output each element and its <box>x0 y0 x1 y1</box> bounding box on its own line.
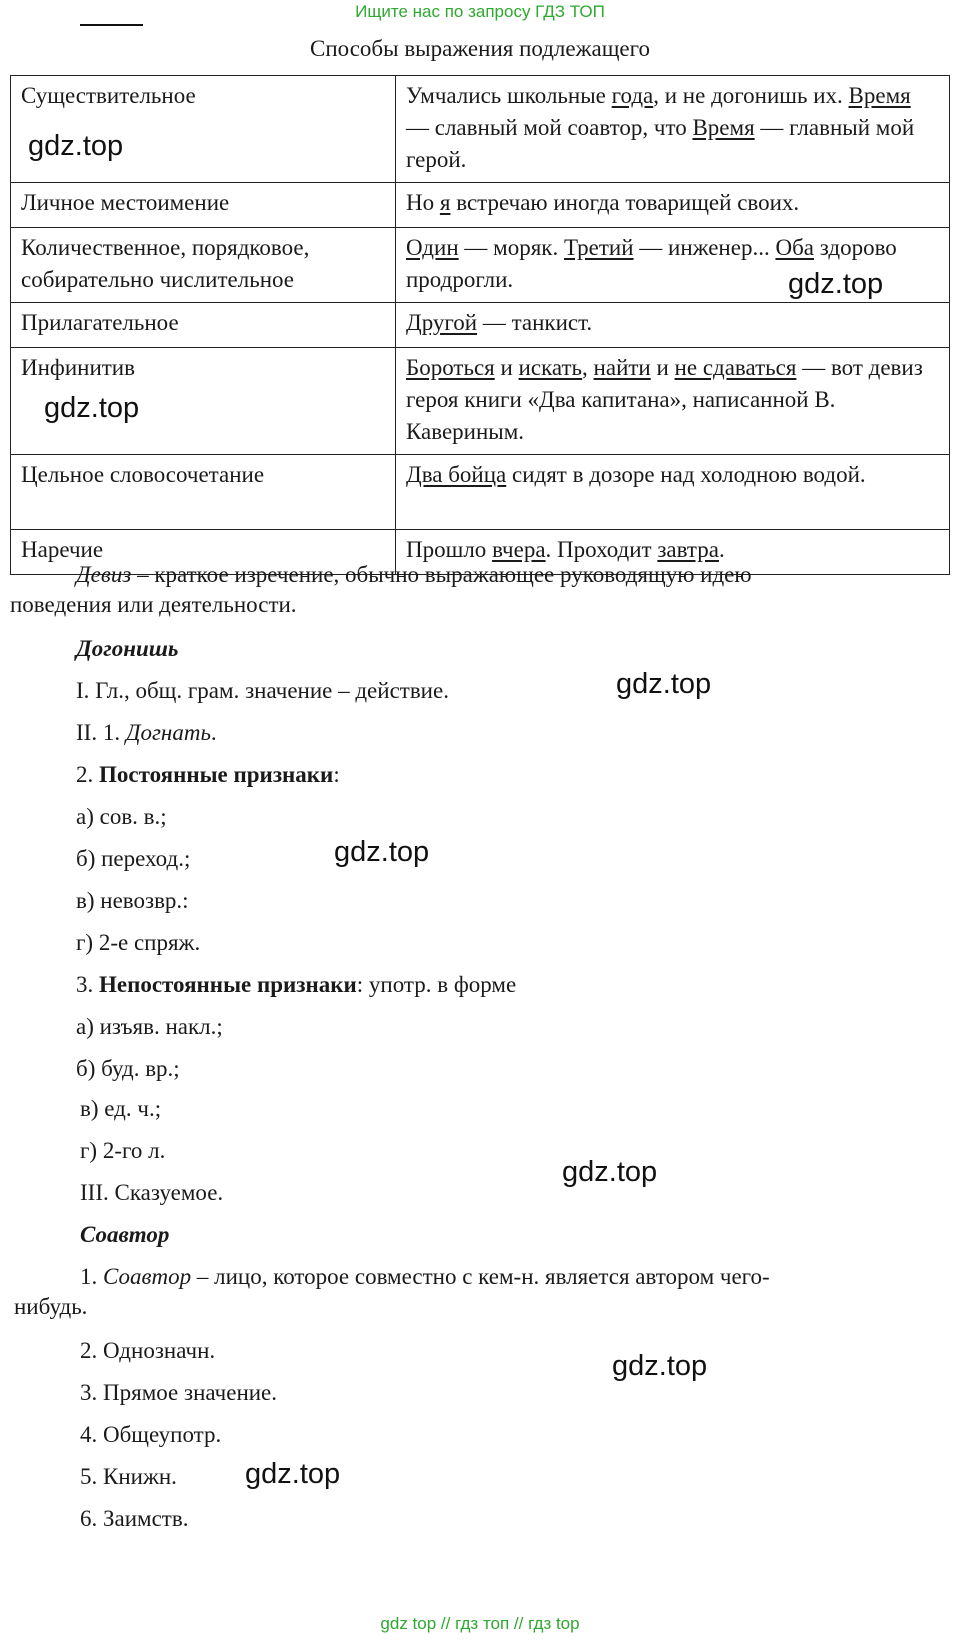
word1-feature-g: г) 2-е спряж. <box>76 930 201 955</box>
word1-variable-rest: : употр. в форме <box>356 972 517 997</box>
word1-variable-v: в) ед. ч.; <box>80 1096 162 1121</box>
example-text: , и не догонишь их. <box>653 83 849 108</box>
word2-definition-cont: нибудь. <box>14 1294 88 1319</box>
subject-word: Бороться <box>406 355 495 380</box>
word2-item-6: 6. Заимств. <box>80 1506 189 1531</box>
subject-word: Оба <box>775 235 814 260</box>
subject-word: Другой <box>406 310 478 335</box>
example-text: встречаю иногда товарищей своих. <box>450 190 800 215</box>
example-text: . <box>718 537 725 562</box>
subject-word: не сдаваться <box>674 355 797 380</box>
example-text: и <box>494 355 519 380</box>
word2-definition-word: Соавтор <box>103 1264 192 1289</box>
example-text: — танкист. <box>477 310 593 335</box>
subject-expression-table <box>10 75 950 575</box>
cell-subject-kind: Инфинитив <box>11 348 396 455</box>
example-text: Прошло <box>406 537 493 562</box>
subject-word: Время <box>848 83 911 108</box>
table-row <box>11 348 950 455</box>
cell-subject-kind: Прилагательное <box>11 303 396 348</box>
watermark: gdz.top <box>616 668 712 700</box>
cell-subject-kind: Личное местоимение <box>11 183 396 228</box>
example-text: сидят в дозоре над холодною водой. <box>506 462 866 487</box>
table-title: Способы выражения подлежащего <box>309 36 650 61</box>
subject-word: Два бойца <box>406 462 507 487</box>
word1-feature-a: а) сов. в.; <box>76 804 167 829</box>
word1-constant-label: Постоянные признаки <box>99 762 334 787</box>
table-row <box>11 455 950 530</box>
cell-example <box>396 76 950 183</box>
example-text: — инженер... <box>633 235 776 260</box>
watermark: gdz.top <box>245 1458 341 1490</box>
word2-item-3: 3. Прямое значение. <box>80 1380 278 1405</box>
watermark: gdz.top <box>28 130 124 162</box>
table-row <box>11 183 950 228</box>
subject-word: года <box>611 83 654 108</box>
word2-item-4: 4. Общеупотр. <box>80 1422 222 1447</box>
example-text: Но <box>406 190 440 215</box>
cell-subject-kind: Наречие <box>11 530 396 575</box>
word1-variable-g: г) 2-го л. <box>80 1138 166 1163</box>
word1-variable-label: Непостоянные признаки <box>99 972 357 997</box>
word1-syntactic-role: III. Сказуемое. <box>80 1180 224 1205</box>
example-text: — моряк. <box>458 235 564 260</box>
word1-initial-form-word: Догнать <box>125 720 211 745</box>
table-row <box>11 303 950 348</box>
watermark: gdz.top <box>44 392 140 424</box>
word2-definition-num: 1. <box>80 1264 103 1289</box>
deviz-line-1 <box>76 562 752 588</box>
subject-word: Время <box>692 115 755 140</box>
example-text: . Проходит <box>545 537 658 562</box>
word1-feature-b: б) переход.; <box>76 846 191 871</box>
example-text: Умчались школьные <box>406 83 612 108</box>
word1-part-of-speech: I. Гл., общ. грам. значение – действие. <box>76 678 449 703</box>
deviz-text: – краткое изречение, обычно выражающее руководящую идею <box>131 562 752 587</box>
header-dash <box>80 24 143 26</box>
word1-initial-form-num: II. 1. <box>76 720 126 745</box>
example-text: — главный мой герой. <box>406 115 915 172</box>
word2-definition-text: – лицо, которое совместно с кем-н. является автором чего- <box>191 1264 770 1289</box>
word2-heading: Соавтор <box>80 1222 170 1247</box>
table-row <box>11 76 950 183</box>
word1-feature-v: в) невозвр.: <box>76 888 189 913</box>
watermark: gdz.top <box>334 836 430 868</box>
subject-word: завтра <box>657 537 719 562</box>
example-text: , <box>582 355 594 380</box>
deviz-term: Девиз <box>76 562 132 587</box>
deviz-line-2: поведения или деятельности. <box>10 592 297 617</box>
footer-links[interactable]: gdz top // гдз топ // гдз top <box>380 1614 580 1633</box>
watermark: gdz.top <box>612 1350 708 1382</box>
subject-word: искать <box>518 355 583 380</box>
word2-definition <box>80 1264 770 1290</box>
word1-variable-b: б) буд. вр.; <box>76 1056 180 1081</box>
example-text: — вот девиз героя книги «Два капитана», написанной В. Кавериным. <box>406 355 923 444</box>
word1-constant-num: 2. <box>76 762 99 787</box>
cell-subject-kind: Цельное словосочетание <box>11 455 396 530</box>
cell-subject-kind: Количественное, порядковое, собирательно числительное <box>11 228 396 303</box>
cell-example <box>396 183 950 228</box>
cell-example <box>396 455 950 530</box>
example-text: здорово продрогли. <box>406 235 897 292</box>
example-text: — славный мой соавтор, что <box>406 115 693 140</box>
word1-heading: Догонишь <box>76 636 179 661</box>
word1-variable-features-title <box>76 972 516 998</box>
word1-initial-form-dot: . <box>210 720 217 745</box>
top-banner[interactable]: Ищите нас по запросу ГДЗ ТОП <box>355 2 605 21</box>
subject-word: Один <box>406 235 459 260</box>
subject-word: я <box>439 190 451 215</box>
watermark: gdz.top <box>562 1156 658 1188</box>
word2-item-5: 5. Книжн. <box>80 1464 177 1489</box>
word1-constant-features-title <box>76 762 340 788</box>
word1-variable-a: а) изъяв. накл.; <box>76 1014 223 1039</box>
example-text: и <box>650 355 675 380</box>
cell-example <box>396 303 950 348</box>
subject-word: Третий <box>563 235 634 260</box>
word1-initial-form <box>76 720 217 746</box>
subject-word: вчера <box>492 537 546 562</box>
subject-word: найти <box>593 355 651 380</box>
cell-subject-kind: Существительное <box>11 76 396 183</box>
watermark: gdz.top <box>788 268 884 300</box>
word2-item-2: 2. Однозначн. <box>80 1338 216 1363</box>
word1-variable-num: 3. <box>76 972 99 997</box>
word1-constant-colon: : <box>333 762 340 787</box>
cell-example <box>396 348 950 455</box>
